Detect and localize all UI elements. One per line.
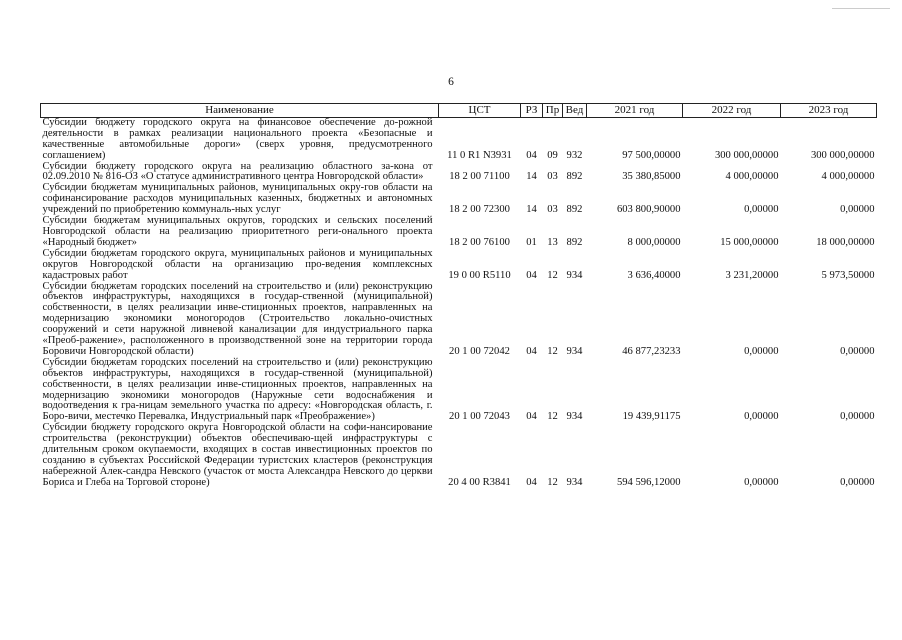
row-name: Субсидии бюджету городского округа на реализацию областного за-кона от 02.09.2010 № 816-ОЗ «О статусе административного центра Новгородской области»: [42, 160, 433, 183]
row-cst: 20 1 00 72043: [449, 411, 510, 423]
row-ved: 934: [566, 476, 583, 488]
header-2023: 2023 год: [781, 104, 877, 118]
row-2022: 15 000,00000: [720, 236, 779, 248]
table-row: [41, 423, 877, 488]
top-rule: [832, 8, 890, 9]
header-rz: РЗ: [521, 104, 543, 118]
row-pr: 13: [547, 236, 558, 248]
row-name: Субсидии бюджетам городских поселений на строительство и (или) реконструкцию объектов инфраструктуры, находящихся в государ-ственной (муниципальной) собственности, в целях реализации инве-стиционных проектов, направленных на модернизацию экономики моногородов (Наружные сети водоснабжения и водоотведения к гра-ницам земельного участка по адресу: «Новгородская область, г. Боро-вичи, местечко Перевалка, Индустриальный парк «Преображение»): [42, 356, 433, 423]
row-2022: 3 231,20000: [725, 269, 779, 281]
row-pr: 03: [547, 171, 558, 183]
row-cst: 18 2 00 72300: [449, 204, 510, 216]
row-2023: 4 000,00000: [821, 171, 875, 183]
row-rz: 04: [526, 411, 537, 423]
row-name: Субсидии бюджетам муниципальных округов, городских и сельских поселений Новгородской области на реализацию приоритетного реги-онального проекта «Народный бюджет»: [42, 215, 433, 248]
row-2023: 0,00000: [840, 476, 875, 488]
row-rz: 04: [526, 476, 537, 488]
row-pr: 12: [547, 411, 558, 423]
row-rz: 14: [526, 171, 537, 183]
row-2023: 5 973,50000: [821, 269, 875, 281]
row-2021: 19 439,91175: [622, 411, 681, 423]
header-name: Наименование: [41, 104, 439, 118]
row-name: Субсидии бюджету городского округа на финансовое обеспечение до-рожной деятельности в рамках реализации национального проекта «Безопасные и качественные автомобильные дороги» (сверх уровня, предусмотренного соглашением): [42, 116, 433, 161]
row-2023: 300 000,00000: [810, 149, 875, 161]
row-2023: 18 000,00000: [816, 236, 875, 248]
row-pr: 03: [547, 204, 558, 216]
table-row: [41, 358, 877, 423]
row-rz: 04: [526, 149, 537, 161]
row-pr: 12: [547, 269, 558, 281]
row-2022: 300 000,00000: [714, 149, 779, 161]
row-2022: 0,00000: [744, 476, 779, 488]
row-2022: 0,00000: [744, 204, 779, 216]
row-pr: 12: [547, 476, 558, 488]
row-cst: 18 2 00 71100: [449, 171, 510, 183]
header-2022: 2022 год: [683, 104, 781, 118]
row-name: Субсидии бюджетам городских поселений на строительство и (или) реконструкцию объектов инфраструктуры, находящихся в государ-ственной (муниципальной) собственности, в целях реализации инве-стиционных проектов, направленных на модернизацию экономики моногородов (Строительство локально-очистных сооружений и сети наружной ливневой канализации для индустриального парка «Преоб-ражение», расположенного в производственной зоне на территории города Боровичи Новгородской области): [42, 280, 433, 357]
row-ved: 934: [566, 345, 583, 357]
row-2022: 0,00000: [744, 345, 779, 357]
row-2021: 594 596,12000: [616, 476, 681, 488]
table-row: [41, 282, 877, 358]
page-number: 6: [448, 76, 454, 88]
row-name: Субсидии бюджету городского округа Новгородской области на софи-нансирование строительства (реконструкции) объектов обеспечиваю-щей инфраструктуры с длительным сроком окупаемости, входящих в состав инвестиционных проектов по созданию в субъектах Российской Федерации туристских кластеров (реконструкция набережной Алек-сандра Невского (участок от моста Александра Невского до церкви Бориса и Глеба на Торговой стороне): [42, 422, 433, 488]
row-ved: 892: [566, 236, 583, 248]
budget-table: [40, 103, 877, 489]
row-2021: 8 000,00000: [627, 236, 681, 248]
table-header-row: [41, 104, 877, 118]
row-cst: 20 1 00 72042: [449, 345, 510, 357]
row-rz: 04: [526, 345, 537, 357]
header-ved: Вед: [563, 104, 587, 118]
row-name: Субсидии бюджетам муниципальных районов, муниципальных окру-гов области на софинансирование расходов муниципальных казенных, бюджетных и автономных учреждений по приобретению коммуналь-ных услуг: [42, 182, 433, 216]
row-ved: 934: [566, 411, 583, 423]
row-rz: 04: [526, 269, 537, 281]
row-rz: 14: [526, 204, 537, 216]
row-ved: 892: [566, 171, 583, 183]
row-2021: 46 877,23233: [622, 345, 681, 357]
row-name: Субсидии бюджетам городского округа, муниципальных районов и муниципальных округов Новгородской области на организацию про-ведения комплексных кадастровых работ: [42, 247, 433, 281]
row-cst: 18 2 00 76100: [449, 236, 510, 248]
row-2023: 0,00000: [840, 204, 875, 216]
row-2021: 603 800,90000: [616, 204, 681, 216]
table-row: [41, 117, 877, 161]
header-pr: Пр: [543, 104, 563, 118]
row-cst: 19 0 00 R5110: [448, 269, 511, 281]
table-row: [41, 183, 877, 216]
row-2022: 4 000,00000: [725, 171, 779, 183]
row-2021: 97 500,00000: [622, 149, 681, 161]
row-2023: 0,00000: [840, 345, 875, 357]
table-row: [41, 216, 877, 249]
row-ved: 934: [566, 269, 583, 281]
row-pr: 12: [547, 345, 558, 357]
row-2021: 3 636,40000: [627, 269, 681, 281]
table-row: [41, 249, 877, 282]
row-cst: 20 4 00 R3841: [448, 476, 511, 488]
row-ved: 892: [566, 204, 583, 216]
row-2023: 0,00000: [840, 411, 875, 423]
row-2022: 0,00000: [744, 411, 779, 423]
row-cst: 11 0 R1 N3931: [447, 149, 512, 161]
row-rz: 01: [526, 236, 537, 248]
row-pr: 09: [547, 149, 558, 161]
header-cst: ЦСТ: [439, 104, 521, 118]
row-2021: 35 380,85000: [622, 171, 681, 183]
table-row: [41, 162, 877, 184]
header-2021: 2021 год: [587, 104, 683, 118]
row-ved: 932: [566, 149, 583, 161]
